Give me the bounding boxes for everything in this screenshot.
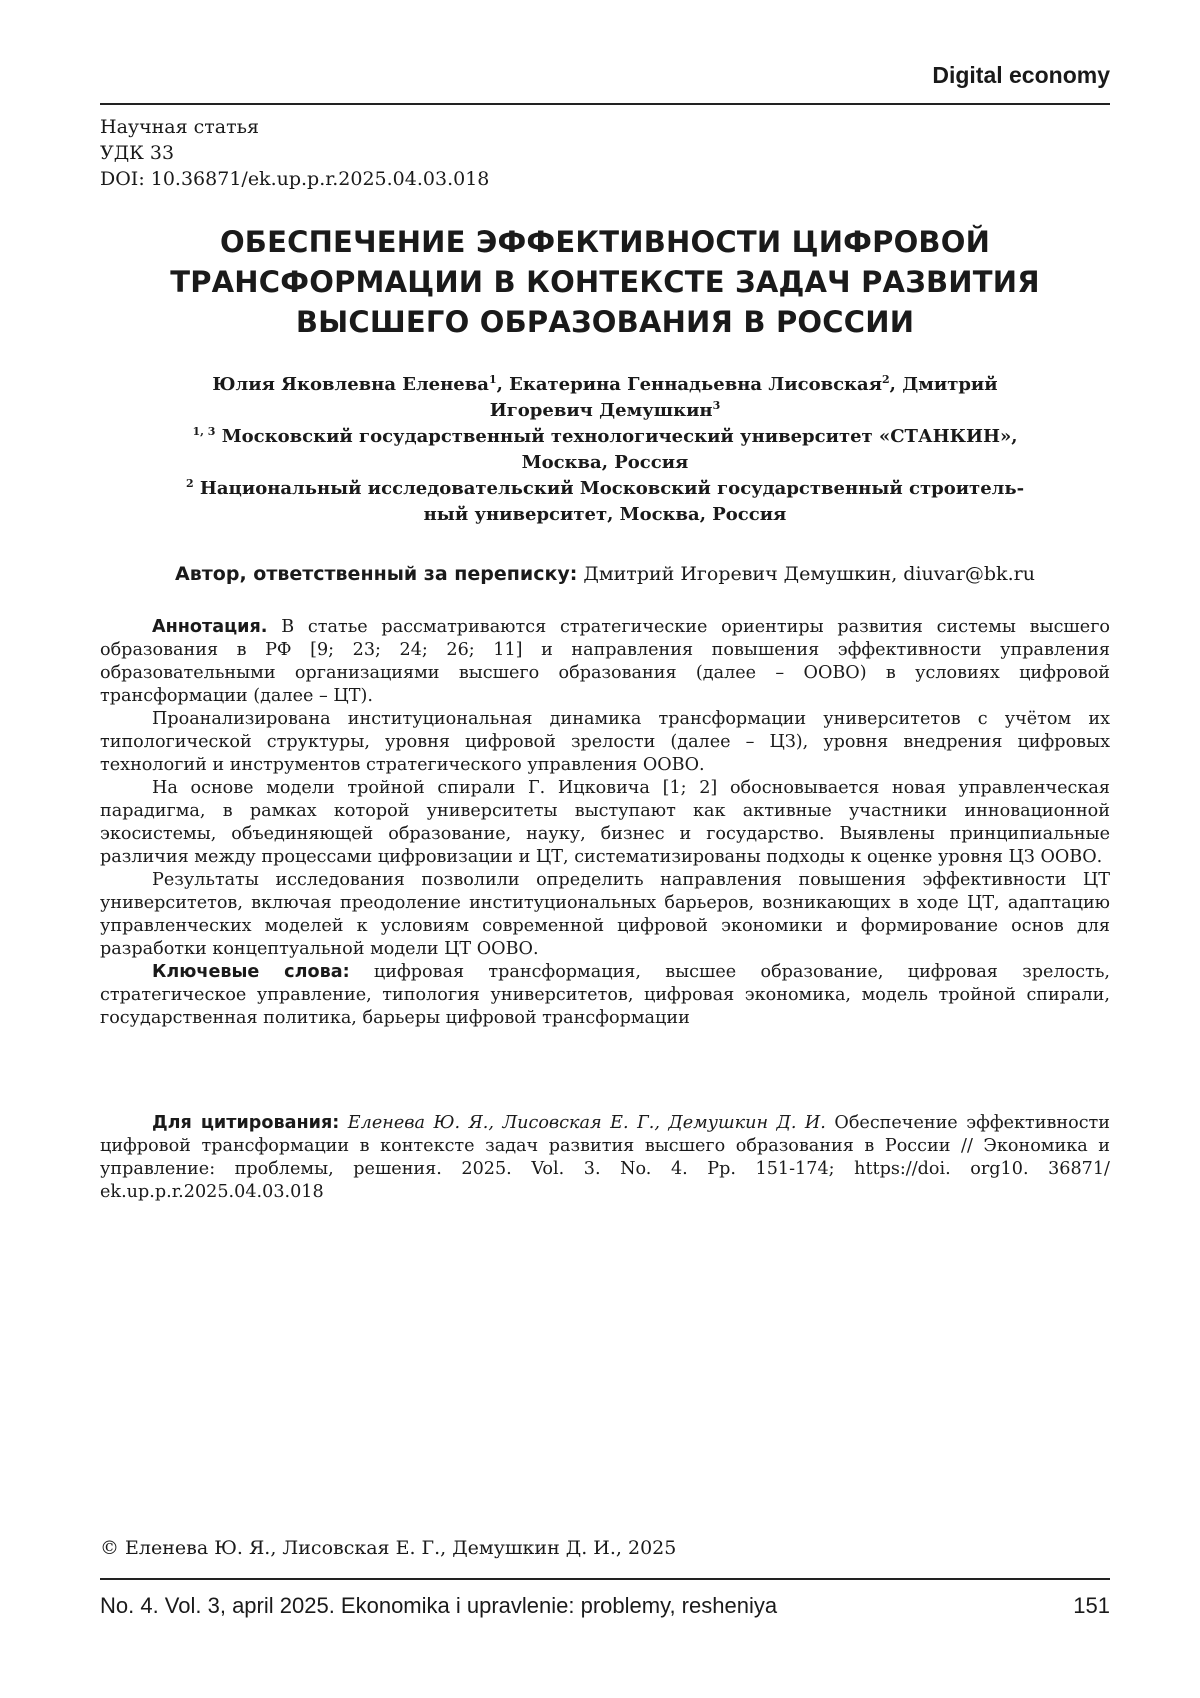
affiliation-1-city: Москва, Россия bbox=[100, 450, 1110, 476]
header-rule bbox=[100, 103, 1110, 105]
affiliation-2 bbox=[100, 476, 1110, 502]
udc-code: УДК 33 bbox=[100, 140, 489, 166]
footer-rule bbox=[100, 1578, 1110, 1580]
article-meta bbox=[100, 114, 489, 192]
corresponding-author bbox=[100, 563, 1110, 585]
copyright: © Еленева Ю. Я., Лисовская Е. Г., Демушкин Д. И., 2025 bbox=[100, 1537, 676, 1559]
author-affiliation-mark: 3 bbox=[713, 399, 721, 412]
abstract-paragraph: На основе модели тройной спирали Г. Ицковича [1; 2] обосновывается новая управленческая парадигма, в рамках которой университеты выступают как активные участники инновационной экосистемы, объединяющей образование, науку, бизнес и государство. Выявлены принципиальные различия между процессами цифровизации и ЦТ, систематизированы подходы к оценке уровня ЦЗ ООВО. bbox=[100, 777, 1110, 869]
corresponding-label: Автор, ответственный за переписку: bbox=[175, 563, 577, 585]
citation-label: Для цитирования: bbox=[152, 1113, 339, 1133]
authors-block bbox=[100, 372, 1110, 528]
keywords-label: Ключевые слова: bbox=[152, 962, 350, 982]
article-type: Научная статья bbox=[100, 114, 489, 140]
affiliation-mark: 2 bbox=[186, 477, 194, 490]
affiliation-mark: 1, 3 bbox=[192, 425, 215, 438]
author-name: Дмитрий bbox=[902, 374, 997, 395]
author-affiliation-mark: 1 bbox=[489, 373, 497, 386]
citation-authors: Еленева Ю. Я., Лисовская Е. Г., Демушкин Д. И. bbox=[348, 1113, 826, 1133]
citation-block bbox=[100, 1112, 1110, 1204]
abstract bbox=[100, 616, 1110, 1030]
abstract-text: В статье рассматриваются стратегические ориентиры развития системы высшего образования в РФ [9; 23; 24; 26; 11] и направления повышения эффективности управления образовательными организациями высшего образования (далее – ООВО) в условиях цифровой трансформации (далее – ЦТ). bbox=[100, 617, 1110, 706]
title-line: ВЫСШЕГО ОБРАЗОВАНИЯ В РОССИИ bbox=[100, 302, 1110, 342]
article-page bbox=[0, 0, 1200, 1698]
authors-line-1: Юлия Яковлевна Еленева1, Екатерина Геннадьевна Лисовская2, Дмитрий bbox=[100, 372, 1110, 398]
author-name: Юлия Яковлевна Еленева bbox=[212, 374, 489, 395]
author-name: Игоревич Демушкин bbox=[490, 400, 713, 421]
abstract-paragraph bbox=[100, 616, 1110, 708]
journal-section-header: Digital economy bbox=[100, 62, 1110, 89]
affiliation-text: Национальный исследовательский Московский государственный строитель- bbox=[200, 478, 1024, 499]
title-line: ТРАНСФОРМАЦИИ В КОНТЕКСТЕ ЗАДАЧ РАЗВИТИЯ bbox=[100, 262, 1110, 302]
footer-issue: No. 4. Vol. 3, april 2025. Ekonomika i upravlenie: problemy, resheniya bbox=[100, 1593, 777, 1619]
abstract-paragraph: Проанализирована институциональная динамика трансформации университетов с учётом их типологической структуры, уровня цифровой зрелости (далее – ЦЗ), уровня внедрения цифровых технологий и инструментов стратегического управления ООВО. bbox=[100, 708, 1110, 777]
citation-text: Обеспечение эффективности цифровой трансформации в контексте задач развития высшего образования в России // Экономика и управление: проблемы, решения. 2025. Vol. 3. No. 4. Pp. 151-174; https://doi. org10. 36871/ ek.up.p.r.2025.04.03.018 bbox=[100, 1113, 1110, 1202]
author-affiliation-mark: 2 bbox=[882, 373, 890, 386]
abstract-label: Аннотация. bbox=[152, 617, 267, 637]
affiliation-text: Московский государственный технологический университет «СТАНКИН», bbox=[222, 426, 1018, 447]
authors-line-2 bbox=[100, 398, 1110, 424]
keywords bbox=[100, 961, 1110, 1030]
affiliation-1 bbox=[100, 424, 1110, 450]
author-name: Екатерина Геннадьевна Лисовская bbox=[509, 374, 882, 395]
abstract-paragraph: Результаты исследования позволили определить направления повышения эффективности ЦТ университетов, включая преодоление институциональных барьеров, возникающих в ходе ЦТ, адаптацию управленческих моделей к условиям современной цифровой экономики и формирование основ для разработки концептуальной модели ЦТ ООВО. bbox=[100, 869, 1110, 961]
title-line: ОБЕСПЕЧЕНИЕ ЭФФЕКТИВНОСТИ ЦИФРОВОЙ bbox=[100, 222, 1110, 262]
doi: DOI: 10.36871/ek.up.p.r.2025.04.03.018 bbox=[100, 166, 489, 192]
keywords-text: цифровая трансформация, высшее образование, цифровая зрелость, стратегическое управление, типология университетов, цифровая экономика, модель тройной спирали, государственная политика, барьеры цифровой трансформации bbox=[100, 962, 1110, 1028]
affiliation-2-city: ный университет, Москва, Россия bbox=[100, 502, 1110, 528]
citation-paragraph bbox=[100, 1112, 1110, 1204]
corresponding-value: Дмитрий Игоревич Демушкин, diuvar@bk.ru bbox=[583, 563, 1035, 585]
page-number: 151 bbox=[1073, 1593, 1110, 1619]
article-title bbox=[100, 222, 1110, 342]
